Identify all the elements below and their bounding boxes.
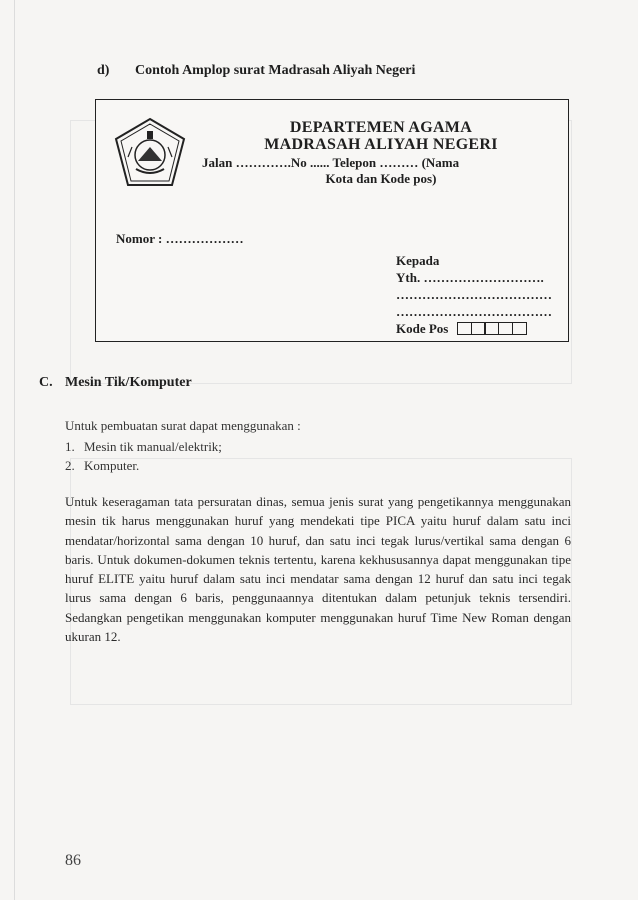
list-text: Komputer. xyxy=(84,458,140,473)
kepada-label: Kepada xyxy=(396,253,440,268)
kode-pos-box xyxy=(512,322,527,335)
section-c-title: Mesin Tik/Komputer xyxy=(65,375,192,390)
list-number: 1. xyxy=(65,439,75,454)
equipment-list xyxy=(65,437,222,475)
letterhead-city: Kota dan Kode pos) xyxy=(325,171,437,186)
typing-standard-paragraph: Untuk keseragaman tata persuratan dinas, semua jenis surat yang pengetikannya menggunakan mesin tik harus menggunakan huruf yang mendekati tipe PICA yaitu huruf dalam satu inci mendatar/horizontal sama dengan 10 huruf, dan satu inci tegak lurus/vertikal sama dengan 6 baris. Untuk dokumen-dokumen teknis tertentu, karena kekhususannya dapat menggunakan tipe huruf ELITE yaitu huruf dalam satu inci mendatar sama dengan 12 huruf dan satu inci tegak lurus sama dengan 6 baris, penggunaannya ditentukan dalam petunjuk teknis tersendiri. Sedangkan pengetikan menggunakan komputer menggunakan huruf Time New Roman dengan ukuran 12. xyxy=(65,494,571,645)
address-line-1: ……………………………… xyxy=(396,287,552,302)
list-item xyxy=(65,437,222,456)
list-number: 2. xyxy=(65,458,75,473)
kode-pos-row xyxy=(396,320,552,337)
section-d-heading xyxy=(97,63,415,79)
intro-text: Untuk pembuatan surat dapat menggunakan : xyxy=(65,418,301,433)
yth-line: Yth. ………………………. xyxy=(396,270,544,285)
list-item xyxy=(65,456,222,475)
envelope-example xyxy=(95,99,569,342)
page-edge xyxy=(14,0,15,900)
address-line-2: ……………………………… xyxy=(396,304,552,319)
kode-pos-label: Kode Pos xyxy=(396,321,449,336)
section-c-marker: C. xyxy=(39,375,53,390)
kemenag-logo-icon xyxy=(114,117,186,189)
recipient-block xyxy=(396,252,552,337)
section-d-title: Contoh Amplop surat Madrasah Aliyah Negeri xyxy=(135,63,416,78)
letterhead-line-2: MADRASAH ALIYAH NEGERI xyxy=(264,136,498,153)
letterhead xyxy=(196,119,566,187)
letterhead-line-1: DEPARTEMEN AGAMA xyxy=(289,119,473,136)
list-text: Mesin tik manual/elektrik; xyxy=(84,439,222,454)
nomor-field: Nomor : ……………… xyxy=(116,231,244,246)
page-number: 86 xyxy=(65,852,81,869)
letterhead-address: Jalan ………….No ...... Telepon ……… (Nama xyxy=(202,155,460,170)
kode-pos-boxes xyxy=(458,322,527,335)
section-d-marker: d) xyxy=(97,63,110,78)
section-c-heading xyxy=(39,375,192,391)
